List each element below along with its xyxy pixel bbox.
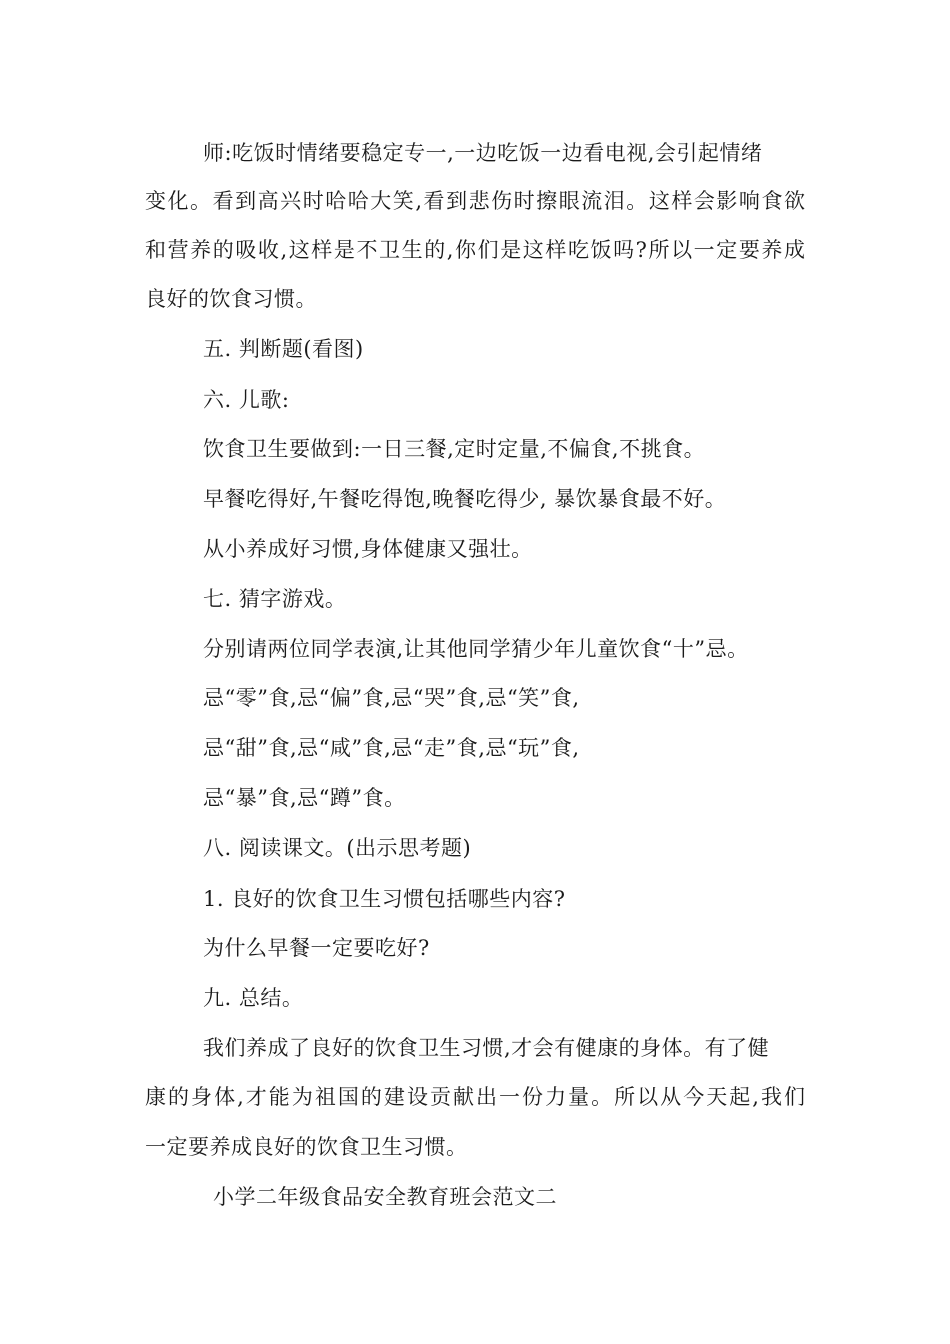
paragraph-line: 师:吃饭时情绪要稳定专一,一边吃饭一边看电视,会引起情绪 — [203, 141, 763, 165]
paragraph-line: 和营养的吸收,这样是不卫生的,你们是这样吃饭吗?所以一定要养成 — [145, 238, 805, 262]
section-heading: 八. 阅读课文。(出示思考题) — [203, 836, 472, 860]
question-line: 1. 良好的饮食卫生习惯包括哪些内容? — [203, 887, 566, 911]
game-line: 分别请两位同学表演,让其他同学猜少年儿童饮食“十”忌。 — [203, 637, 749, 661]
rhyme-line: 早餐吃得好,午餐吃得饱,晚餐吃得少, 暴饮暴食最不好。 — [203, 487, 727, 511]
section-heading: 九. 总结。 — [203, 986, 304, 1010]
paragraph-line: 变化。看到高兴时哈哈大笑,看到悲伤时擦眼流泪。这样会影响食欲 — [145, 189, 805, 213]
paragraph-line: 良好的饮食习惯。 — [145, 287, 317, 311]
game-line: 忌“甜”食,忌“咸”食,忌“走”食,忌“玩”食, — [203, 736, 580, 760]
section-heading: 六. 儿歌: — [203, 388, 290, 412]
next-section-title: 小学二年级食品安全教育班会范文二 — [213, 1185, 557, 1209]
question-line: 为什么早餐一定要吃好? — [203, 936, 430, 960]
rhyme-line: 饮食卫生要做到:一日三餐,定时定量,不偏食,不挑食。 — [203, 437, 706, 461]
section-heading: 七. 猜字游戏。 — [203, 587, 347, 611]
paragraph-line: 我们养成了良好的饮食卫生习惯,才会有健康的身体。有了健 — [203, 1036, 770, 1060]
section-heading: 五. 判断题(看图) — [203, 337, 364, 361]
rhyme-line: 从小养成好习惯,身体健康又强壮。 — [203, 537, 533, 561]
paragraph-line: 一定要养成良好的饮食卫生习惯。 — [145, 1135, 468, 1159]
paragraph-line: 康的身体,才能为祖国的建设贡献出一份力量。所以从今天起,我们 — [145, 1085, 805, 1109]
game-line: 忌“暴”食,忌“蹲”食。 — [203, 786, 406, 810]
game-line: 忌“零”食,忌“偏”食,忌“哭”食,忌“笑”食, — [203, 686, 580, 710]
